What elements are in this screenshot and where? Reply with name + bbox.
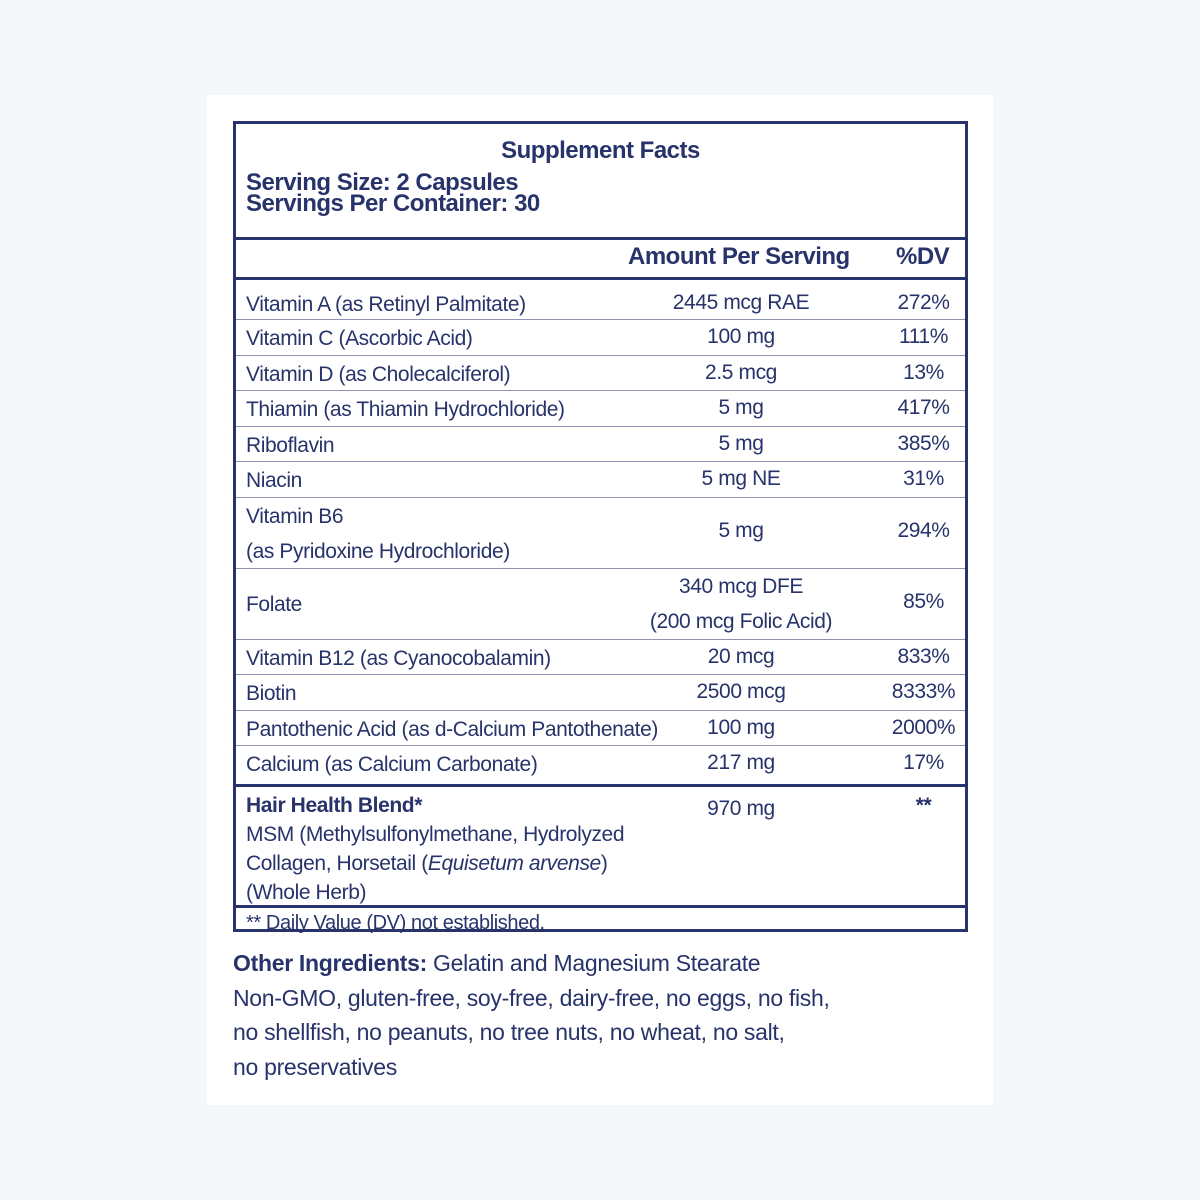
nutrient-dv <box>871 427 976 461</box>
other-line-2: Non-GMO, gluten-free, soy-free, dairy-free, no eggs, no fish, <box>233 984 830 1011</box>
nutrient-dv-text: 17% <box>903 751 944 774</box>
nutrient-row <box>236 286 965 320</box>
nutrient-name <box>246 288 526 322</box>
nutrient-amount-text: (200 mcg Folic Acid) <box>649 609 833 633</box>
nutrient-dv <box>871 462 976 496</box>
nutrient-dv <box>871 286 976 320</box>
nutrient-row <box>236 356 965 392</box>
footnote: ** Daily Value (DV) not established. <box>246 912 545 934</box>
nutrient-amount <box>616 746 866 780</box>
column-header <box>236 240 965 280</box>
nutrient-name <box>246 429 334 463</box>
facts-title: Supplement Facts <box>501 137 700 164</box>
nutrient-dv <box>871 320 976 354</box>
other-value: Gelatin and Magnesium Stearate <box>426 950 761 976</box>
nutrient-row <box>236 640 965 676</box>
nutrient-amount <box>616 675 866 709</box>
nutrient-amount-text: 340 mcg DFE <box>679 574 803 598</box>
nutrient-name-text: Thiamin (as Thiamin Hydrochloride) <box>246 398 565 421</box>
nutrient-amount <box>616 320 866 354</box>
nutrient-row <box>236 462 965 498</box>
nutrient-dv <box>871 675 976 709</box>
nutrient-name-text: Folate <box>246 592 302 616</box>
serving-size: Serving Size: 2 Capsules <box>246 169 519 196</box>
blend-row <box>236 787 965 908</box>
nutrient-amount-text: 217 mg <box>707 751 775 774</box>
nutrient-name <box>246 677 296 711</box>
nutrient-dv-text: 8333% <box>891 680 956 703</box>
blend-species: Equisetum arvense <box>427 852 601 875</box>
nutrient-amount <box>616 356 866 390</box>
blend-desc-1: MSM (Methylsulfonylmethane, Hydrolyzed <box>246 823 625 846</box>
nutrient-row <box>236 391 965 427</box>
nutrient-amount-text: 5 mg <box>718 431 764 455</box>
nutrient-name <box>246 642 551 676</box>
nutrient-name-text: Niacin <box>246 469 302 492</box>
nutrient-name-text: Vitamin B6 <box>246 504 344 528</box>
nutrient-dv-text: 85% <box>903 589 944 613</box>
blend-desc-2c: ) <box>600 852 608 875</box>
nutrient-dv-text: 294% <box>897 518 950 542</box>
nutrient-dv <box>871 711 976 745</box>
nutrient-dv-text: 13% <box>903 360 944 384</box>
blend-desc-2a: Collagen, Horsetail ( <box>246 852 428 875</box>
nutrient-amount-text: 20 mcg <box>707 644 775 668</box>
other-label: Other Ingredients: <box>233 950 427 976</box>
nutrient-amount-text: 5 mg NE <box>701 467 781 490</box>
nutrient-rows <box>236 286 965 787</box>
nutrient-row <box>236 711 965 747</box>
nutrient-amount-text: 2500 mcg <box>696 680 786 703</box>
nutrient-name-text: Pantothenic Acid (as d-Calcium Pantothenate) <box>246 717 658 741</box>
nutrient-dv <box>871 514 976 548</box>
nutrient-dv-text: 111% <box>899 325 948 348</box>
nutrient-dv-text: 2000% <box>891 715 956 739</box>
nutrient-name <box>246 358 510 392</box>
nutrient-name-text: (as Pyridoxine Hydrochloride) <box>246 539 510 563</box>
blend-dv: ** <box>915 794 932 817</box>
blend-amount: 970 mg <box>707 797 775 820</box>
dv-header: %DV <box>896 243 950 270</box>
nutrient-amount <box>616 462 866 496</box>
nutrient-row <box>236 746 965 787</box>
nutrient-dv <box>871 585 976 619</box>
nutrient-name <box>246 322 473 356</box>
blend-desc-2 <box>246 849 624 878</box>
nutrient-dv-text: 385% <box>897 431 950 455</box>
nutrient-amount <box>616 427 866 461</box>
other-line-1 <box>233 946 830 981</box>
nutrient-row <box>236 675 965 711</box>
nutrient-amount-text: 100 mg <box>707 325 775 348</box>
nutrient-name <box>246 588 302 622</box>
nutrient-amount <box>616 711 866 745</box>
nutrient-amount <box>616 391 866 425</box>
other-line-3: no shellfish, no peanuts, no tree nuts, no wheat, no salt, <box>233 1019 785 1045</box>
nutrient-amount-text: 2445 mcg RAE <box>672 291 810 314</box>
supplement-facts-panel <box>233 121 968 932</box>
nutrient-name-text: Calcium (as Calcium Carbonate) <box>246 753 538 776</box>
facts-header <box>236 124 965 240</box>
nutrient-amount <box>616 569 866 639</box>
nutrient-name-text: Vitamin B12 (as Cyanocobalamin) <box>246 646 551 670</box>
blend-ingredients <box>246 791 624 907</box>
other-ingredients <box>233 946 830 1084</box>
nutrient-row <box>236 427 965 463</box>
nutrient-name-text: Biotin <box>246 682 297 705</box>
nutrient-dv-text: 272% <box>897 291 950 314</box>
nutrient-amount-text: 5 mg <box>718 396 764 419</box>
nutrient-dv <box>871 356 976 390</box>
nutrient-amount <box>616 286 866 320</box>
blend-desc-3: (Whole Herb) <box>246 881 367 904</box>
nutrient-name-text: Vitamin D (as Cholecalciferol) <box>246 362 511 386</box>
nutrient-amount <box>616 640 866 674</box>
nutrient-name <box>246 393 565 427</box>
nutrient-row <box>236 569 965 640</box>
nutrient-dv-text: 417% <box>897 396 950 419</box>
servings-per-container: Servings Per Container: 30 <box>246 190 540 217</box>
blend-name: Hair Health Blend* <box>246 794 423 817</box>
nutrient-amount <box>616 514 866 548</box>
nutrient-name <box>246 748 537 782</box>
amount-header: Amount Per Serving <box>628 243 850 270</box>
nutrient-name <box>246 499 510 569</box>
nutrient-name-text: Vitamin C (Ascorbic Acid) <box>246 327 473 350</box>
nutrient-dv <box>871 391 976 425</box>
nutrient-dv-text: 31% <box>903 467 944 490</box>
nutrient-row <box>236 498 965 569</box>
nutrient-amount-text: 2.5 mcg <box>705 360 777 384</box>
nutrient-name <box>246 464 302 498</box>
nutrient-dv-text: 833% <box>897 644 950 668</box>
nutrient-dv <box>871 640 976 674</box>
nutrient-amount-text: 5 mg <box>718 518 764 542</box>
nutrient-amount-text: 100 mg <box>707 715 775 739</box>
serving-info <box>246 169 540 217</box>
nutrient-name-text: Riboflavin <box>246 433 335 457</box>
nutrient-row <box>236 320 965 356</box>
other-line-4: no preservatives <box>233 1053 397 1080</box>
nutrient-name <box>246 713 658 747</box>
nutrient-dv <box>871 746 976 780</box>
nutrient-name-text: Vitamin A (as Retinyl Palmitate) <box>246 293 526 316</box>
